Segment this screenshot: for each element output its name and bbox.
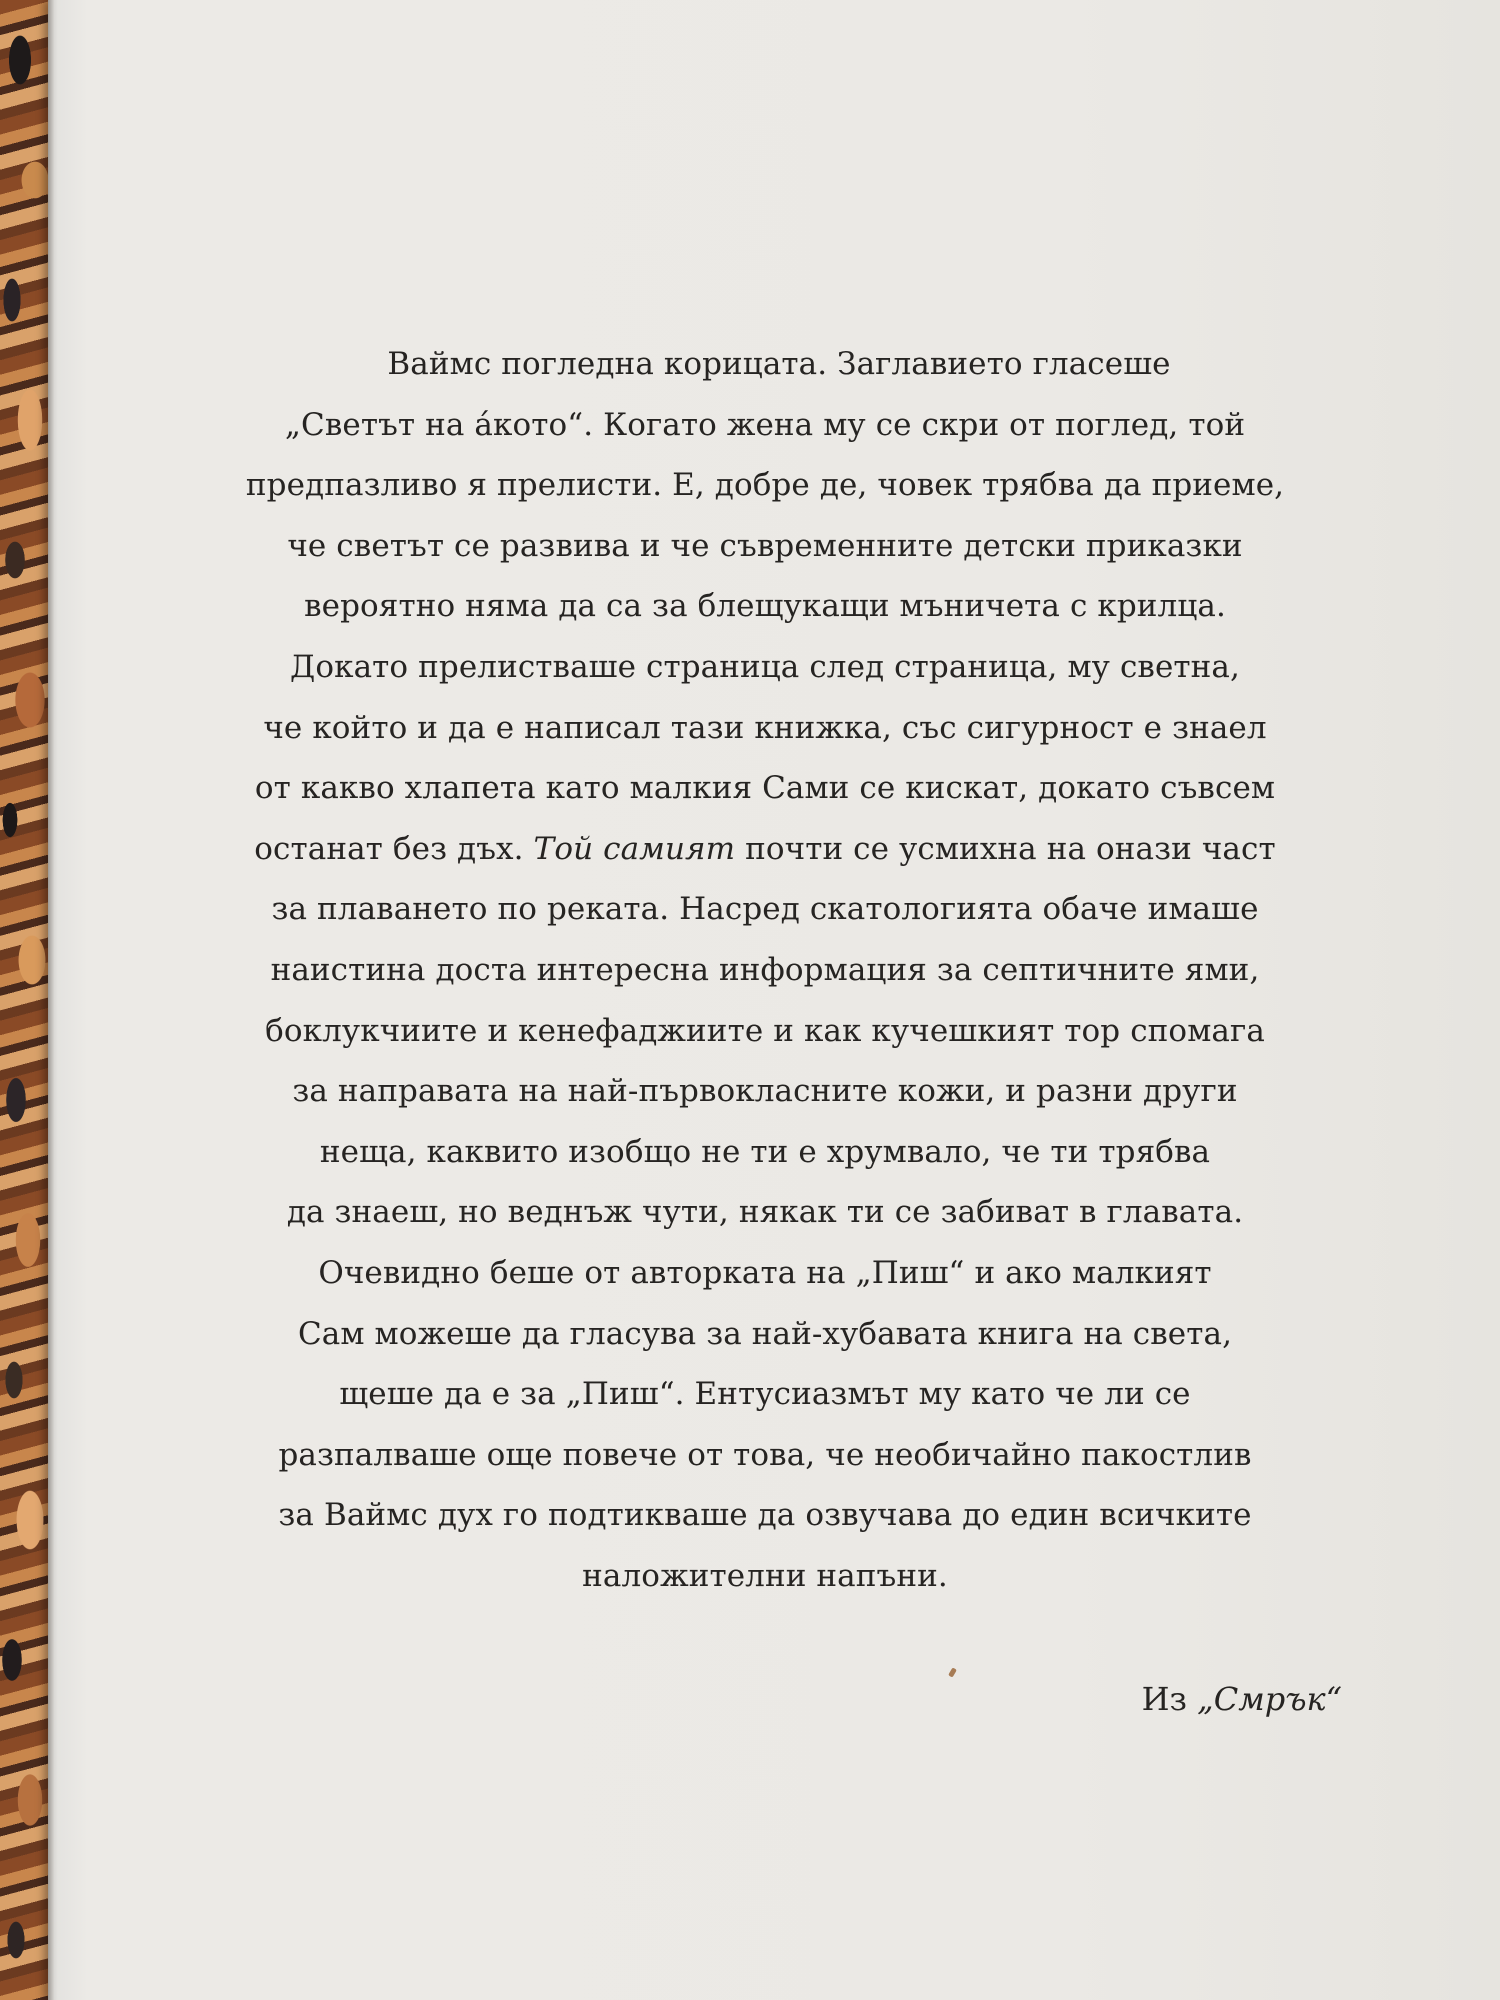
text-line: Очевидно беше от авторката на „Пиш“ и ако малкият — [318, 1254, 1212, 1291]
text-line: боклукчиите и кенефаджиите и как кучешкият тор спомага — [265, 1012, 1265, 1049]
text-line: разпалваше още повече от това, че необичайно пакостлив — [278, 1436, 1252, 1473]
text-line: от какво хлапета като малкия Сами се кискат, докато съвсем — [254, 770, 1276, 807]
text-line: неща, каквито изобщо не ти е хрумвало, че ти трябва — [319, 1133, 1211, 1170]
text-line: за Ваймс дух го подтикваше да озвучава до един всичките — [278, 1497, 1252, 1534]
text-line: че светът се развива и че съвременните детски приказки — [287, 527, 1243, 564]
book-title: „Смрък“ — [1197, 1680, 1342, 1718]
text-line: наложителни напъни. — [582, 1557, 948, 1594]
text-line: да знаеш, но веднъж чути, някак ти се забиват в главата. — [286, 1194, 1244, 1231]
text-line: предпазливо я прелисти. Е, добре де, човек трябва да приеме, — [245, 467, 1285, 504]
text-line: за плаването по реката. Насред скатологията обаче имаше — [271, 891, 1259, 928]
page-edge — [48, 0, 54, 2000]
text-line: за направата на най-първокласните кожи, и разни други — [292, 1073, 1238, 1110]
attribution-prefix: Из — [1141, 1680, 1198, 1718]
text-line: „Светът на áкото“. Когато жена му се скри от поглед, той — [284, 406, 1246, 443]
text-line: Докато прелистваше страница след страница, му светна, — [290, 648, 1240, 685]
text-segment: останат без дъх. — [254, 830, 534, 867]
text-line — [160, 819, 1370, 880]
text-line: Сам можеше да гласува за най-хубавата книга на света, — [297, 1315, 1233, 1352]
excerpt-paragraph — [160, 334, 1370, 1606]
text-line: наистина доста интересна информация за септичните ями, — [270, 951, 1260, 988]
text-line: вероятно няма да са за блещукащи мъничета с крилца. — [304, 588, 1226, 625]
text-segment: почти се усмихна на онази част — [735, 830, 1276, 867]
text-line: Ваймс погледна корицата. Заглавието гласеше — [387, 346, 1171, 382]
text-line: че който и да е написал тази книжка, със сигурност е знаел — [263, 709, 1267, 746]
italic-phrase: Той самият — [533, 830, 736, 867]
source-attribution — [1142, 1680, 1342, 1718]
text-line: щеше да е за „Пиш“. Ентусиазмът му като че ли се — [339, 1376, 1191, 1413]
